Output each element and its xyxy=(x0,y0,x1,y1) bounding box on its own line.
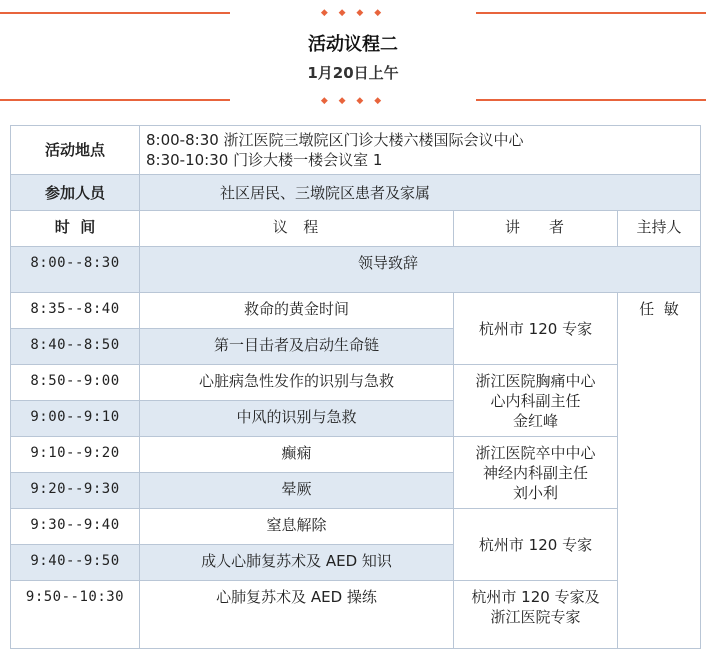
row-time: 9:30--9:40 xyxy=(11,509,140,545)
venue-label: 活动地点 xyxy=(11,126,140,175)
header-dots-top: ◆ ◆ ◆ ◆ xyxy=(320,8,386,18)
row-topic: 救命的黄金时间 xyxy=(140,293,454,329)
speaker-cell-2 xyxy=(454,365,618,437)
col-speaker-header: 讲 者 xyxy=(454,211,618,247)
speaker-2-line-3: 金红峰 xyxy=(512,411,558,430)
col-host-header: 主持人 xyxy=(618,211,701,247)
table-row xyxy=(11,437,701,473)
row-time: 8:35--8:40 xyxy=(11,293,140,329)
venue-line-1: 8:00-8:30 浙江医院三墩院区门诊大楼六楼国际会议中心 xyxy=(146,131,524,149)
row-topic: 晕厥 xyxy=(140,473,454,509)
agenda-table xyxy=(10,125,701,649)
host-cell: 任 敏 xyxy=(618,293,701,649)
speaker-2-line-2: 心内科副主任 xyxy=(490,391,581,410)
row-topic: 成人心肺复苏术及 AED 知识 xyxy=(140,545,454,581)
col-agenda-header: 议 程 xyxy=(140,211,454,247)
speaker-5-line-1: 杭州市 120 专家及 xyxy=(471,588,600,606)
row-time: 8:40--8:50 xyxy=(11,329,140,365)
row-time: 8:50--9:00 xyxy=(11,365,140,401)
table-row xyxy=(11,247,701,293)
row-topic: 领导致辞 xyxy=(140,247,701,293)
table-row xyxy=(11,509,701,545)
row-time: 9:20--9:30 xyxy=(11,473,140,509)
row-topic: 窒息解除 xyxy=(140,509,454,545)
column-header-row xyxy=(11,211,701,247)
table-row xyxy=(11,365,701,401)
table-row xyxy=(11,581,701,649)
row-topic: 心脏病急性发作的识别与急救 xyxy=(140,365,454,401)
speaker-2-line-1: 浙江医院胸痛中心 xyxy=(475,371,596,390)
speaker-cell-4: 杭州市 120 专家 xyxy=(454,509,618,581)
attendees-label: 参加人员 xyxy=(11,175,140,211)
row-time: 9:10--9:20 xyxy=(11,437,140,473)
speaker-5-line-2: 浙江医院专家 xyxy=(490,608,581,626)
speaker-3-line-3: 刘小利 xyxy=(512,483,558,502)
row-time: 9:50--10:30 xyxy=(11,581,140,649)
speaker-3-line-2: 神经内科副主任 xyxy=(482,463,588,482)
venue-row xyxy=(11,126,701,175)
col-time-header: 时 间 xyxy=(11,211,140,247)
speaker-cell-1: 杭州市 120 专家 xyxy=(454,293,618,365)
venue-value xyxy=(140,126,701,175)
attendees-value: 社区居民、三墩院区患者及家属 xyxy=(140,175,701,211)
row-topic: 第一目击者及启动生命链 xyxy=(140,329,454,365)
page-title: 活动议程二 xyxy=(308,34,398,55)
speaker-cell-3 xyxy=(454,437,618,509)
row-topic: 癫痫 xyxy=(140,437,454,473)
header-dots-bottom: ◆ ◆ ◆ ◆ xyxy=(320,96,386,106)
attendees-row xyxy=(11,175,701,211)
row-time: 8:00--8:30 xyxy=(11,247,140,293)
table-row xyxy=(11,293,701,329)
row-topic: 心肺复苏术及 AED 操练 xyxy=(140,581,454,649)
page-subtitle: 1月20日上午 xyxy=(307,64,399,82)
row-time: 9:00--9:10 xyxy=(11,401,140,437)
venue-line-2: 8:30-10:30 门诊大楼一楼会议室 1 xyxy=(146,151,383,169)
row-topic: 中风的识别与急救 xyxy=(140,401,454,437)
speaker-cell-5 xyxy=(454,581,618,649)
speaker-3-line-1: 浙江医院卒中中心 xyxy=(475,443,596,462)
row-time: 9:40--9:50 xyxy=(11,545,140,581)
